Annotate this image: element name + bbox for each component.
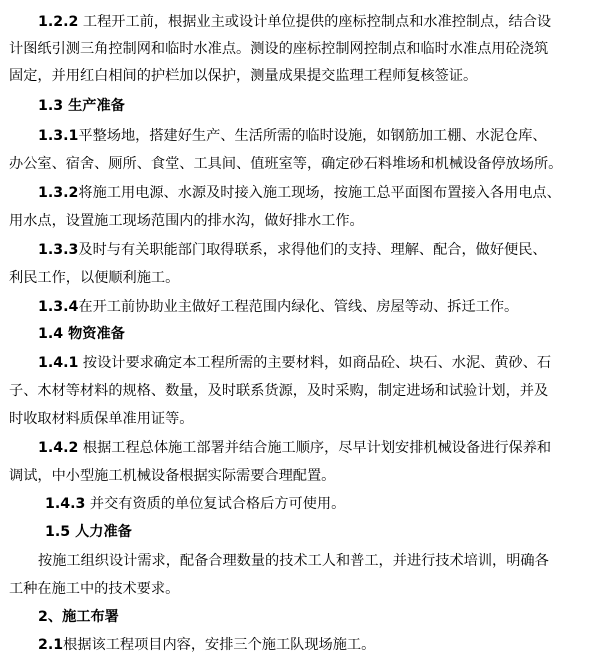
paragraph-1-2-2-line-1 — [38, 12, 551, 32]
paragraph-1-4-1-line-2 — [9, 381, 548, 401]
section-number: 1.3.4 — [38, 299, 79, 315]
paragraph-text: 将施工用电源、水源及时接入施工现场，按施工总平面图布置接入各用电点、 — [78, 185, 561, 201]
paragraph-1-3-1-line-2 — [9, 154, 562, 174]
paragraph-1-4-2-line-2 — [9, 466, 335, 486]
heading-1-5 — [45, 522, 132, 542]
heading-1-4 — [38, 324, 125, 344]
paragraph-1-4-2-line-1 — [38, 438, 551, 458]
paragraph-2-1 — [38, 635, 375, 655]
paragraph-1-5-line-2 — [9, 579, 179, 599]
paragraph-text: 计图纸引测三角控制网和临时水准点。测设的座标控制网控制点和临时水准点用砼浇筑 — [9, 41, 549, 57]
section-number: 1.4.3 — [45, 496, 86, 512]
paragraph-text: 工种在施工中的技术要求。 — [9, 581, 180, 597]
paragraph-text: 在开工前协助业主做好工程范围内绿化、管线、房屋等动、拆迁工作。 — [78, 299, 519, 315]
heading-text: 人力准备 — [70, 524, 132, 540]
paragraph-1-3-2-line-1 — [38, 183, 561, 203]
paragraph-text: 平整场地，搭建好生产、生活所需的临时设施，如钢筋加工棚、水泥仓库、 — [78, 128, 547, 144]
paragraph-text: 及时与有关职能部门取得联系，求得他们的支持、理解、配合，做好便民、 — [78, 242, 547, 258]
paragraph-text: 根据工程总体施工部署并结合施工顺序，尽早计划安排机械设备进行保养和 — [78, 440, 552, 456]
paragraph-1-2-2-line-2 — [9, 39, 548, 59]
section-number: 2、 — [38, 609, 63, 625]
paragraph-1-4-1-line-3 — [9, 409, 193, 429]
paragraph-text: 利民工作，以便顺利施工。 — [9, 270, 180, 286]
paragraph-text: 子、木材等材料的规格、数量，及时联系货源，及时采购，制定进场和试验计划，并及 — [9, 383, 549, 399]
paragraph-1-3-2-line-2 — [9, 211, 364, 231]
paragraph-text: 并交有资质的单位复试合格后方可使用。 — [85, 496, 346, 512]
paragraph-1-4-1-line-1 — [38, 353, 551, 373]
paragraph-1-3-3-line-1 — [38, 240, 547, 260]
heading-2 — [38, 607, 119, 627]
section-number: 1.3.2 — [38, 185, 79, 201]
section-number: 1.4.2 — [38, 440, 79, 456]
heading-text: 物资准备 — [63, 326, 125, 342]
section-number: 1.3.3 — [38, 242, 79, 258]
paragraph-1-4-3 — [45, 494, 345, 514]
section-number: 1.5 — [45, 524, 71, 540]
paragraph-text: 按设计要求确定本工程所需的主要材料，如商品砼、块石、水泥、黄砂、石 — [78, 355, 552, 371]
paragraph-text: 按施工组织设计需求，配备合理数量的技术工人和普工，并进行技术培训，明确各 — [38, 553, 549, 569]
section-number: 1.4 — [38, 326, 64, 342]
heading-text: 生产准备 — [63, 98, 125, 114]
paragraph-text: 用水点，设置施工现场范围内的排水沟，做好排水工作。 — [9, 213, 364, 229]
section-number: 1.3 — [38, 98, 64, 114]
section-number: 1.2.2 — [38, 14, 79, 30]
paragraph-text: 时收取材料质保单准用证等。 — [9, 411, 194, 427]
paragraph-text: 工程开工前，根据业主或设计单位提供的座标控制点和水准控制点，结合设 — [78, 14, 552, 30]
paragraph-1-3-4 — [38, 297, 518, 317]
paragraph-text: 根据该工程项目内容，安排三个施工队现场施工。 — [63, 637, 376, 653]
section-number: 1.3.1 — [38, 128, 79, 144]
paragraph-text: 固定，并用红白相间的护栏加以保护，测量成果提交监理工程师复核签证。 — [9, 68, 478, 84]
paragraph-1-5-line-1 — [38, 551, 549, 571]
heading-1-3 — [38, 96, 125, 116]
paragraph-1-3-1-line-1 — [38, 126, 547, 146]
paragraph-text: 调试，中小型施工机械设备根据实际需要合理配置。 — [9, 468, 336, 484]
heading-text: 施工布署 — [62, 609, 119, 625]
section-number: 2.1 — [38, 637, 64, 653]
paragraph-1-2-2-line-3 — [9, 66, 477, 86]
paragraph-text: 办公室、宿舍、厕所、食堂、工具间、值班室等，确定砂石料堆场和机械设备停放场所。 — [9, 156, 563, 172]
section-number: 1.4.1 — [38, 355, 79, 371]
paragraph-1-3-3-line-2 — [9, 268, 179, 288]
